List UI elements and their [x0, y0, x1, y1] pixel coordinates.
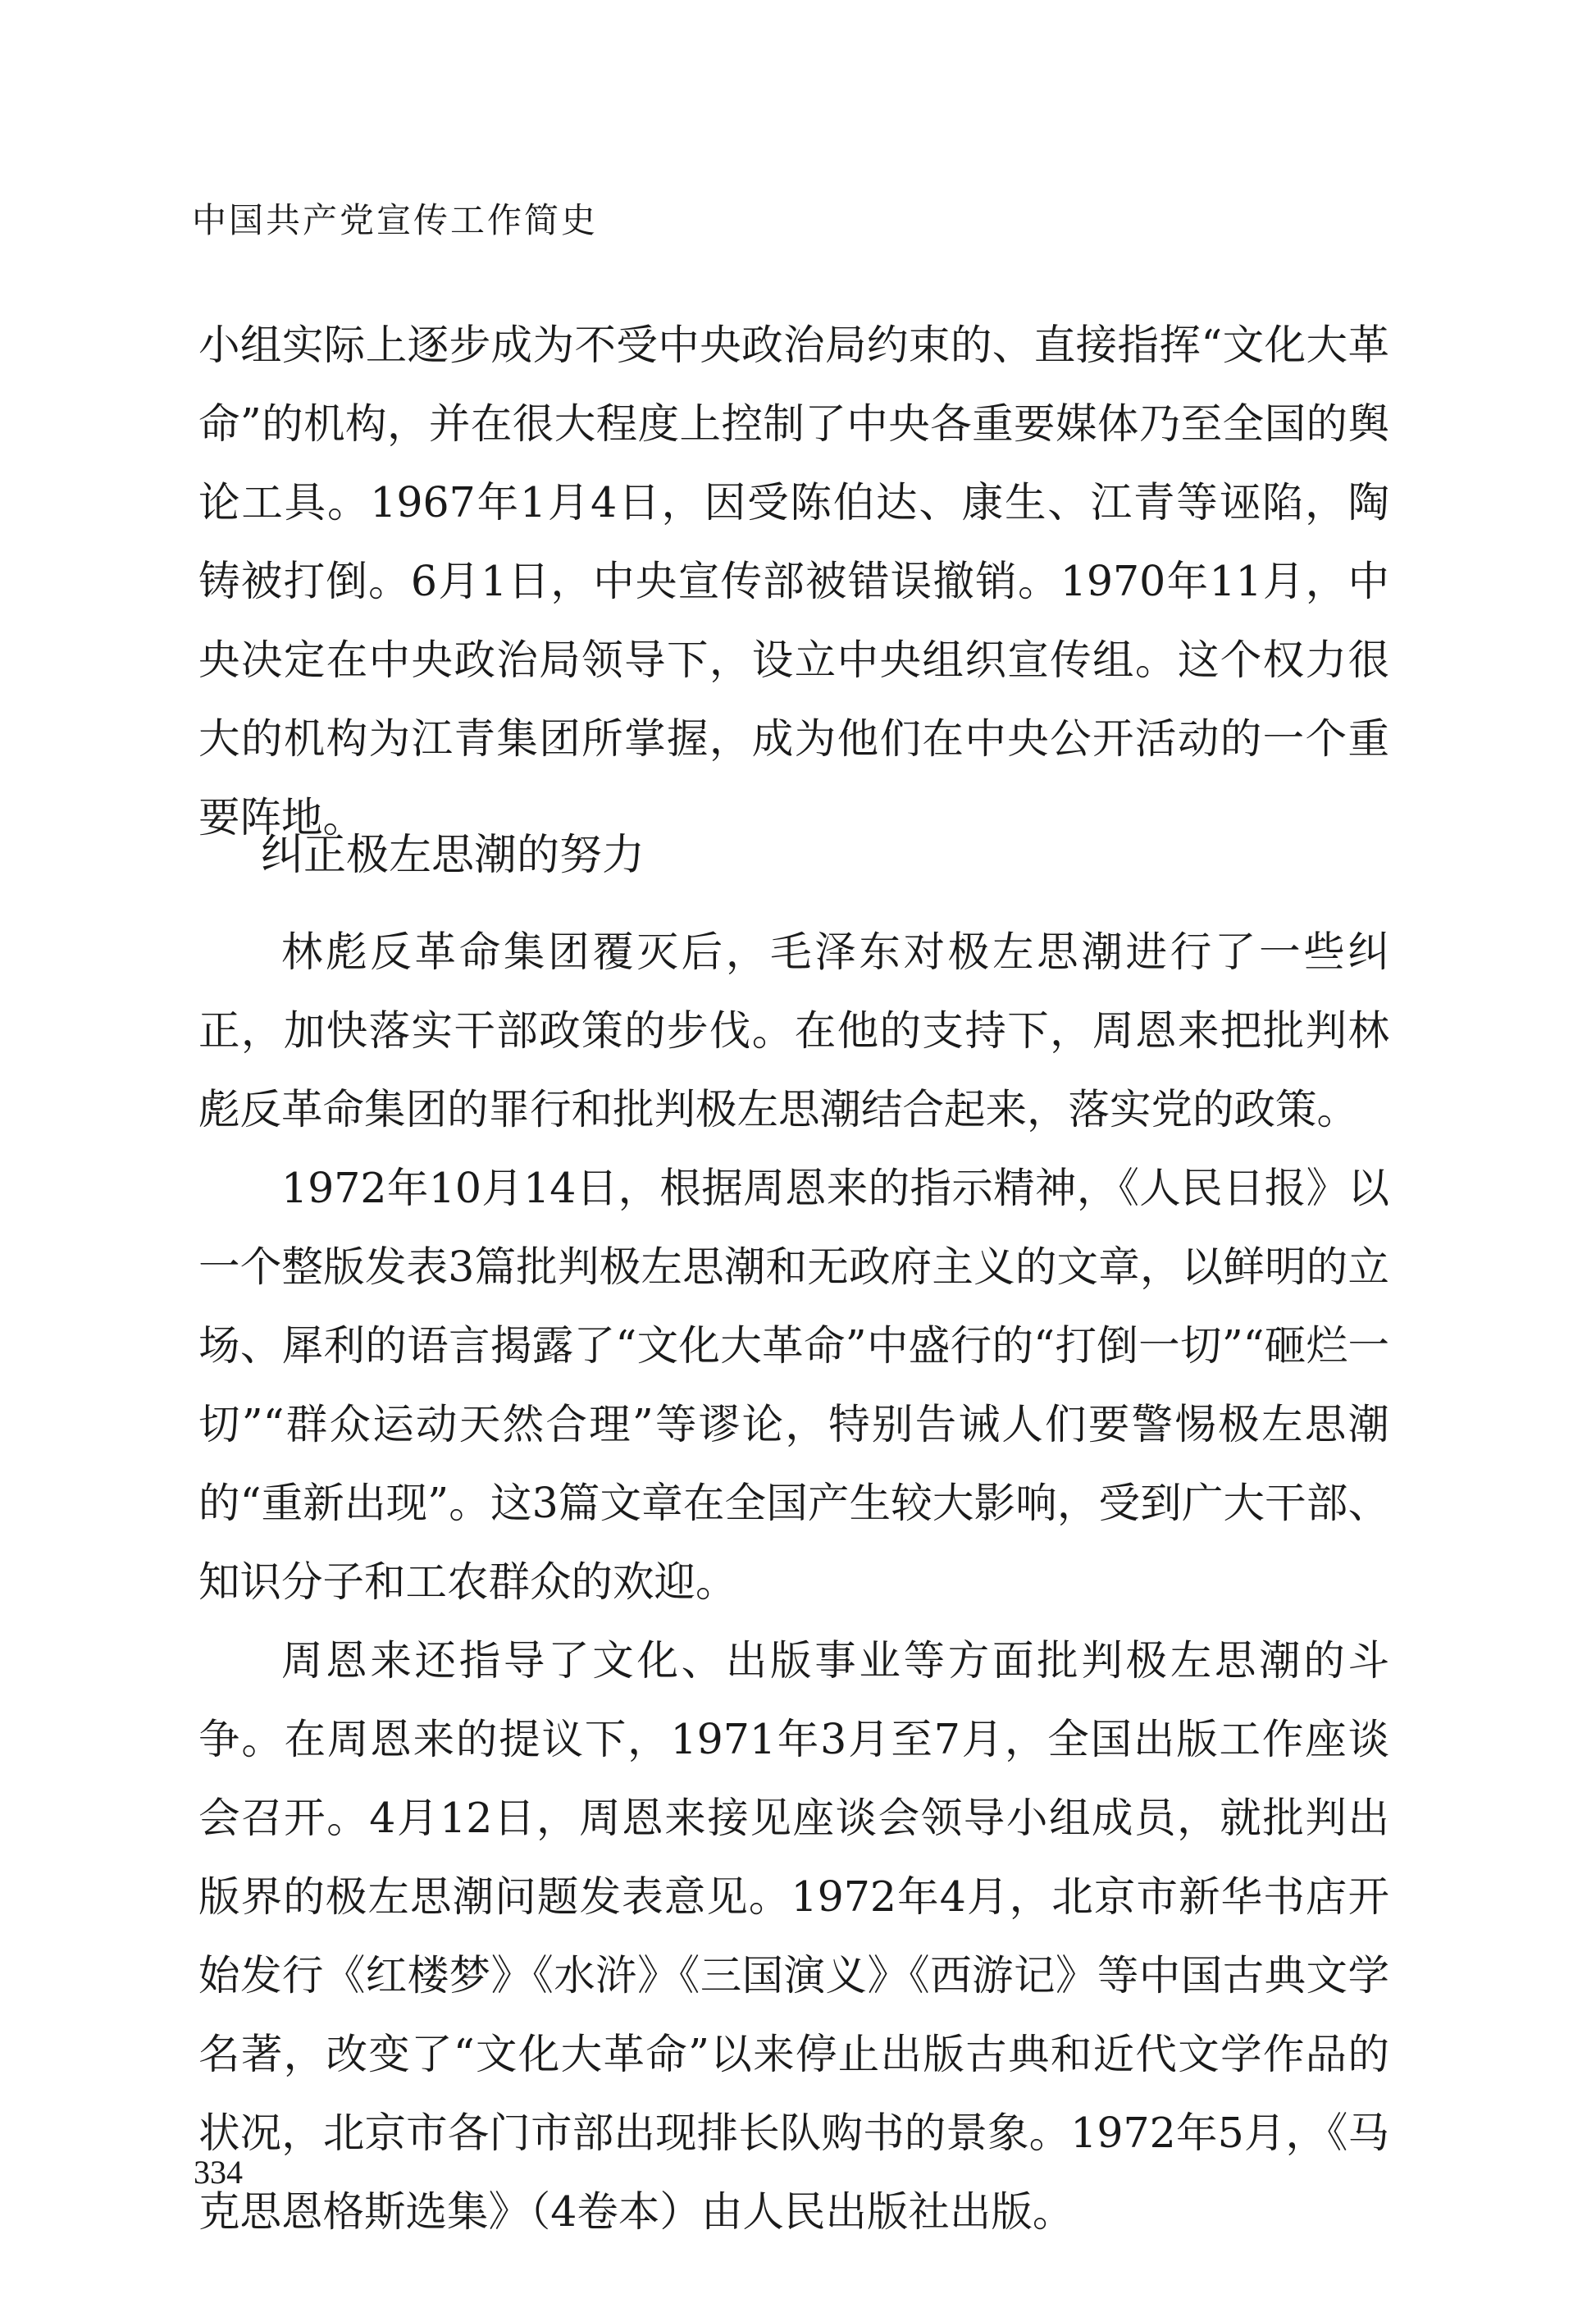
- paragraph: 1972年10月14日，根据周恩来的指示精神，《人民日报》以一个整版发表3篇批判极左思潮和无政府主义的文章，以鲜明的立场、犀利的语言揭露了“文化大革命”中盛行的“打倒一切”“砸烂一切”“群众运动天然合理”等谬论，特别告诫人们要警惕极左思潮的“重新出现”。这3篇文章在全国产生较大影响，受到广大干部、知识分子和工农群众的欢迎。: [198, 1164, 1389, 1606]
- body-text-block-2: [198, 913, 1389, 2251]
- body-text-block-1: [198, 306, 1389, 857]
- paragraph-continued: 小组实际上逐步成为不受中央政治局约束的、直接指挥“文化大革命”的机构，并在很大程度上控制了中央各重要媒体乃至全国的舆论工具。1967年1月4日，因受陈伯达、康生、江青等诬陷，陶铸被打倒。6月1日，中央宣传部被错误撤销。1970年11月，中央决定在中央政治局领导下，设立中央组织宣传组。这个权力很大的机构为江青集团所掌握，成为他们在中央公开活动的一个重要阵地。: [198, 321, 1389, 841]
- paragraph: 林彪反革命集团覆灭后，毛泽东对极左思潮进行了一些纠正，加快落实干部政策的步伐。在他的支持下，周恩来把批判林彪反革命集团的罪行和批判极左思潮结合起来，落实党的政策。: [198, 928, 1389, 1133]
- running-header-book-title: 中国共产党宣传工作简史: [192, 200, 599, 240]
- page-number: 334: [194, 2154, 243, 2191]
- paragraph: 周恩来还指导了文化、出版事业等方面批判极左思潮的斗争。在周恩来的提议下，1971年3月至7月，全国出版工作座谈会召开。4月12日，周恩来接见座谈会领导小组成员，就批判出版界的极左思潮问题发表意见。1972年4月，北京市新华书店开始发行《红楼梦》《水浒》《三国演义》《西游记》等中国古典文学名著，改变了“文化大革命”以来停止出版古典和近代文学作品的状况，北京市各门市部出现排长队购书的景象。1972年5月，《马克思恩格斯选集》（4卷本）由人民出版社出版。: [198, 1636, 1389, 2236]
- section-heading: 纠正极左思潮的努力: [261, 831, 645, 880]
